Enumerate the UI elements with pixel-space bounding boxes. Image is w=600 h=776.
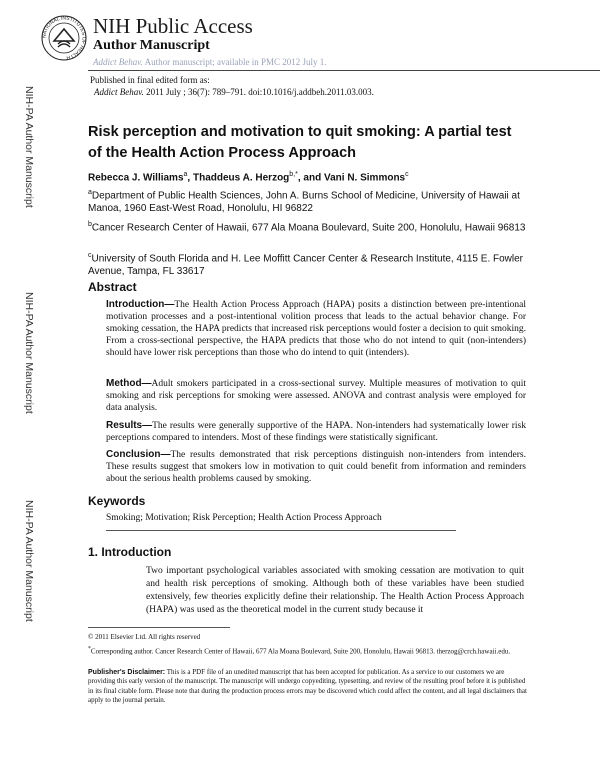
introduction-heading: 1. Introduction bbox=[88, 545, 172, 559]
affiliation: $^b$Cancer Research Center of Hawaii, 677 Ala Moana Boulevard, Suite 200, Honolulu, Hawaii 96813 bbox=[88, 221, 526, 234]
abstract-introduction: Introduction—The Health Action Process Approach (HAPA) posits a distinction between pre-intentional motivation processes and a post-intentional volition process that leads to the actual behavior change. For smoking cessation, the HAPA predicts that increased risk perceptions would foster a decision to quit smoking. From a cross-sectional perspective, the HAPA predicts that those who do not intend to quit (non-intenders) should have lower risk perceptions than those who do intend to quit (intenders). bbox=[106, 299, 526, 358]
author-name: Thaddeus A. Herzog bbox=[192, 172, 290, 184]
source-availability: Author manuscript; available in PMC 2012 July 1. bbox=[142, 57, 327, 67]
corresponding-author-note: *Corresponding author. Cancer Research Center of Hawaii, 677 Ala Moana Boulevard, Suite 200, Honolulu, Hawaii 96813. therzog@crch.hawaii.edu. bbox=[88, 646, 511, 656]
logo-ring-text: NATIONAL INSTITUTES OF HEALTH bbox=[41, 15, 87, 61]
affiliation: $^c$University of South Florida and H. Lee Moffitt Cancer Center & Research Institute, 4115 E. Fowler Avenue, Tampa, FL 33617 bbox=[88, 252, 523, 278]
keywords-heading: Keywords bbox=[88, 494, 146, 508]
citation-details: 2011 July ; 36(7): 789–791. doi:10.1016/j.addbeh.2011.03.003. bbox=[143, 87, 374, 97]
copyright-note: © 2011 Elsevier Ltd. All rights reserved bbox=[88, 633, 201, 641]
abstract-conclusion: Conclusion—The results demonstrated that risk perceptions distinguish non-intenders from intenders. These results suggest that smokers low in motivation to quit could benefit from information and reminders about the serious health problems caused by smoking. bbox=[106, 449, 526, 484]
author-name: Vani N. Simmons bbox=[323, 172, 406, 184]
introduction-text: Two important psychological variables associated with smoking cessation are motivation to quit and health risk perceptions of smoking. Although both of these variables have been studied extensively, few theories explicitly define their relationship. The Health Action Process Approach (HAPA) was used as the theoretical model in the current study because it bbox=[146, 566, 524, 615]
published-note: Published in final edited form as: bbox=[90, 75, 210, 85]
abstract-results: Results—The results were generally supportive of the HAPA. Non-intenders had systematically lower risk perceptions compared to intenders. Most of these findings were statistically significant. bbox=[106, 420, 526, 443]
abstract-method: Method—Adult smokers participated in a cross-sectional survey. Multiple measures of motivation to quit smoking and risk perceptions for smoking were assessed. ANOVA and contrast analysis were employed for data analysis. bbox=[106, 378, 526, 413]
keywords-list: Smoking; Motivation; Risk Perception; Health Action Process Approach bbox=[106, 513, 382, 523]
author-manuscript-label: Author Manuscript bbox=[93, 38, 210, 53]
author-name: Rebecca J. Williams bbox=[88, 172, 184, 184]
source-journal: Addict Behav. bbox=[93, 57, 143, 67]
footnote-divider bbox=[88, 627, 230, 628]
header-divider bbox=[88, 70, 600, 71]
citation-journal: Addict Behav. bbox=[94, 87, 144, 97]
citation bbox=[94, 87, 374, 97]
publisher-disclaimer: Publisher's Disclaimer: This is a PDF file of an unedited manuscript that has been accepted for publication. As a service to our customers we are providing this early version of the manuscript. The manuscript will undergo copyediting, typesetting, and review of the resulting proof before it is published in its final citable form. Please note that during the production process errors may be discovered which could affect the content, and all legal disclaimers that apply to the journal pertain. bbox=[88, 668, 527, 704]
article-title: Risk perception and motivation to quit smoking: A partial test of the Health Action Process Approach bbox=[88, 124, 512, 161]
author-list: Rebecca J. Williams$^a$, Thaddeus A. Herzog$^{b,*}$, and Vani N. Simmons$^c$ bbox=[88, 171, 409, 184]
keywords-divider bbox=[106, 530, 456, 531]
source-note bbox=[93, 57, 327, 67]
nih-logo-icon bbox=[40, 14, 88, 62]
abstract-heading: Abstract bbox=[88, 280, 137, 294]
affiliation: $^a$Department of Public Health Sciences, John A. Burns School of Medicine, University of Hawaii at Manoa, 1960 East-West Road, Honolulu, HI 96822 bbox=[88, 189, 520, 215]
nih-public-access-title: NIH Public Access bbox=[93, 14, 253, 38]
